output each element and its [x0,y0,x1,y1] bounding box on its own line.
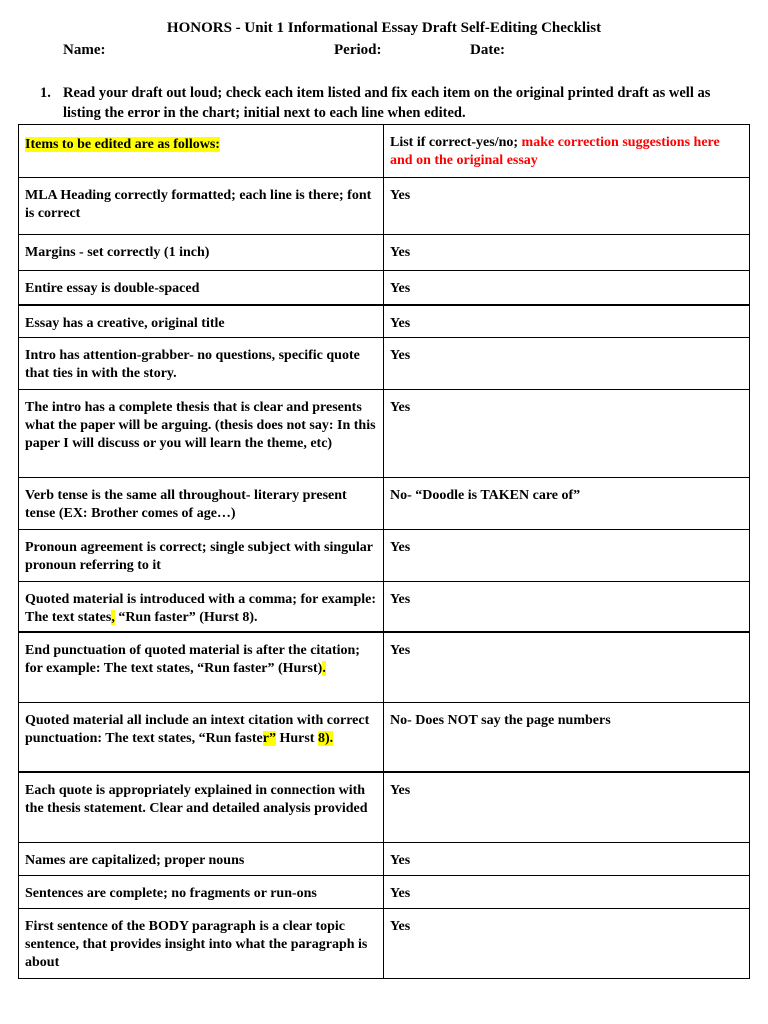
response-cell: Yes [384,305,750,338]
item-cell: Essay has a creative, original title [19,305,384,338]
response-cell: Yes [384,582,750,633]
response-cell: Yes [384,178,750,235]
table-row [19,271,750,305]
highlighted-text: . [322,661,326,676]
response-cell: No- “Doodle is TAKEN care of” [384,478,750,530]
table-header-row [19,125,750,178]
table-row [19,530,750,582]
item-text: End punctuation of quoted material is after the citation; for example: The text states, “Run faster” (Hurst) [25,643,360,676]
instruction-item [40,83,740,123]
item-cell: The intro has a complete thesis that is clear and presents what the paper will be arguing. (thesis does not say: In this paper I will discuss or you will learn the theme, etc) [19,390,384,478]
period-label: Period: [334,42,382,58]
table-row [19,875,750,908]
table-row [19,178,750,235]
item-text: Quoted material all include an intext citation with correct punctuation: The text states, “Run faste [25,712,370,746]
response-cell: Yes [384,235,750,271]
document-title: HONORS - Unit 1 Informational Essay Draft Self-Editing Checklist [166,20,602,36]
response-cell: Yes [384,772,750,842]
table-row [19,390,750,478]
student-info-row [0,41,768,59]
item-cell: Intro has attention-grabber- no questions, specific quote that ties in with the story. [19,338,384,390]
table-row [19,305,750,338]
item-text: Quoted material is introduced with a comma; for example: The text states [25,592,376,625]
highlighted-text: , [111,610,115,625]
header-response-label: List if correct-yes/no; [390,135,522,150]
item-text: Hurst [275,730,318,746]
highlighted-text: 8). [317,730,334,746]
table-row [19,772,750,842]
item-cell: Margins - set correctly (1 inch) [19,235,384,271]
response-cell: Yes [384,842,750,875]
item-cell: First sentence of the BODY paragraph is a clear topic sentence, that provides insight into what the paragraph is about [19,908,384,978]
header-item-cell [19,125,384,178]
item-text: “Run faster” (Hurst 8). [114,610,258,625]
response-cell: Yes [384,338,750,390]
header-response-red-label: make correction suggestions here and on the original essay [390,135,720,168]
item-cell [19,582,384,633]
item-cell: Each quote is appropriately explained in connection with the thesis statement. Clear and detailed analysis provided [19,772,384,842]
response-cell: Yes [384,530,750,582]
instruction-text: Read your draft out loud; check each item listed and fix each item on the original printed draft as well as listing the error in the chart; initial next to each line when edited. [63,85,711,121]
item-cell: Sentences are complete; no fragments or run-ons [19,875,384,908]
item-cell: Pronoun agreement is correct; single subject with singular pronoun referring to it [19,530,384,582]
response-cell: Yes [384,875,750,908]
table-row [19,338,750,390]
table-row [19,582,750,633]
table-row [19,908,750,978]
header-item-label: Items to be edited are as follows: [25,137,220,152]
name-label: Name: [63,42,106,58]
response-cell: No- Does NOT say the page numbers [384,702,750,772]
table-row [19,235,750,271]
date-label: Date: [470,42,505,58]
header-response-cell [384,125,750,178]
response-cell: Yes [384,632,750,702]
item-cell: Names are capitalized; proper nouns [19,842,384,875]
response-cell: Yes [384,908,750,978]
table-row [19,632,750,702]
item-cell: Entire essay is double-spaced [19,271,384,305]
item-cell: Verb tense is the same all throughout- literary present tense (EX: Brother comes of age…) [19,478,384,530]
item-cell [19,702,384,772]
response-cell: Yes [384,271,750,305]
table-row [19,478,750,530]
checklist-table [18,124,750,979]
response-cell: Yes [384,390,750,478]
table-row [19,702,750,772]
table-row [19,842,750,875]
instruction-number: 1. [40,85,51,101]
item-cell [19,632,384,702]
highlighted-text: r” [262,730,276,746]
item-cell: MLA Heading correctly formatted; each line is there; font is correct [19,178,384,235]
